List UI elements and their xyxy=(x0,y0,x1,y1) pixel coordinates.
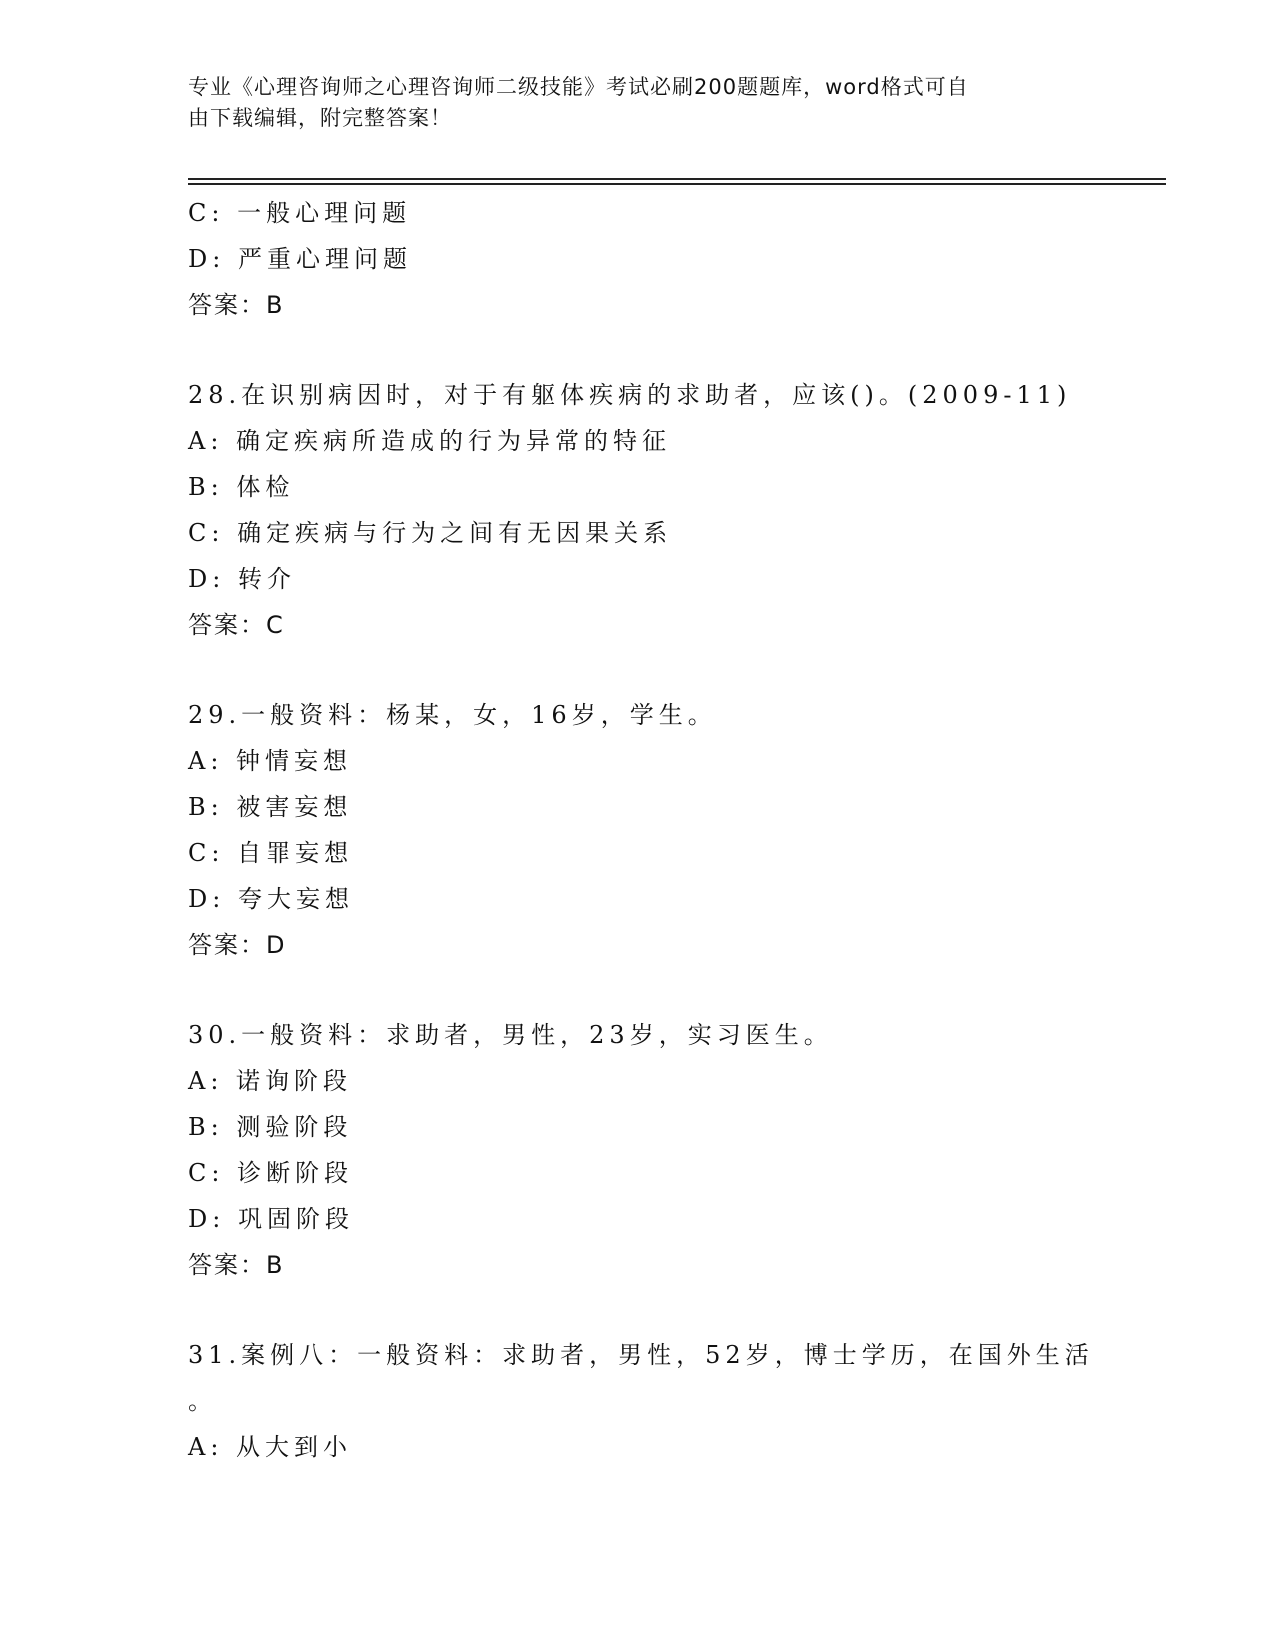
header-divider-bottom xyxy=(188,183,1166,185)
question-stem-continuation: 。 xyxy=(188,1387,217,1415)
question-stem: 29.一般资料：杨某，女，16岁，学生。 xyxy=(188,701,717,729)
option-d: D: 巩固阶段 xyxy=(188,1205,354,1233)
option-b: B: 体检 xyxy=(188,473,295,501)
spacer xyxy=(188,648,1108,692)
header-line-2: 由下载编辑，附完整答案！ xyxy=(188,106,452,130)
answer: 答案：B xyxy=(188,1251,285,1279)
question-31 xyxy=(188,1332,1108,1470)
option-a: A: 诺询阶段 xyxy=(188,1067,353,1095)
question-stem: 31.案例八：一般资料：求助者，男性，52岁，博士学历，在国外生活 xyxy=(188,1341,1094,1369)
question-stem: 30.一般资料：求助者，男性，23岁，实习医生。 xyxy=(188,1021,833,1049)
spacer xyxy=(188,328,1108,372)
header-line-1: 专业《心理咨询师之心理咨询师二级技能》考试必刷200题题库，word格式可自 xyxy=(188,75,969,99)
spacer xyxy=(188,968,1108,1012)
question-stem: 28.在识别病因时，对于有躯体疾病的求助者，应该()。(2009-11) xyxy=(188,381,1072,409)
question-list xyxy=(188,190,1108,1470)
option-a: A: 确定疾病所造成的行为异常的特征 xyxy=(188,427,672,455)
option-c: C: 诊断阶段 xyxy=(188,1159,354,1187)
spacer xyxy=(188,1288,1108,1332)
option-c: C: 一般心理问题 xyxy=(188,199,412,227)
question-28 xyxy=(188,372,1108,648)
option-c: C: 确定疾病与行为之间有无因果关系 xyxy=(188,519,673,547)
option-d: D: 夸大妄想 xyxy=(188,885,354,913)
question-29 xyxy=(188,692,1108,968)
answer: 答案：D xyxy=(188,931,287,959)
option-a: A: 从大到小 xyxy=(188,1433,353,1461)
question-27-tail xyxy=(188,190,1108,328)
header-divider-top xyxy=(188,178,1166,180)
question-30 xyxy=(188,1012,1108,1288)
option-d: D: 严重心理问题 xyxy=(188,245,412,273)
option-d: D: 转介 xyxy=(188,565,296,593)
answer: 答案：B xyxy=(188,291,285,319)
option-b: B: 测验阶段 xyxy=(188,1113,353,1141)
answer: 答案：C xyxy=(188,611,285,639)
document-header xyxy=(188,72,1068,134)
option-a: A: 钟情妄想 xyxy=(188,747,353,775)
option-c: C: 自罪妄想 xyxy=(188,839,354,867)
option-b: B: 被害妄想 xyxy=(188,793,353,821)
